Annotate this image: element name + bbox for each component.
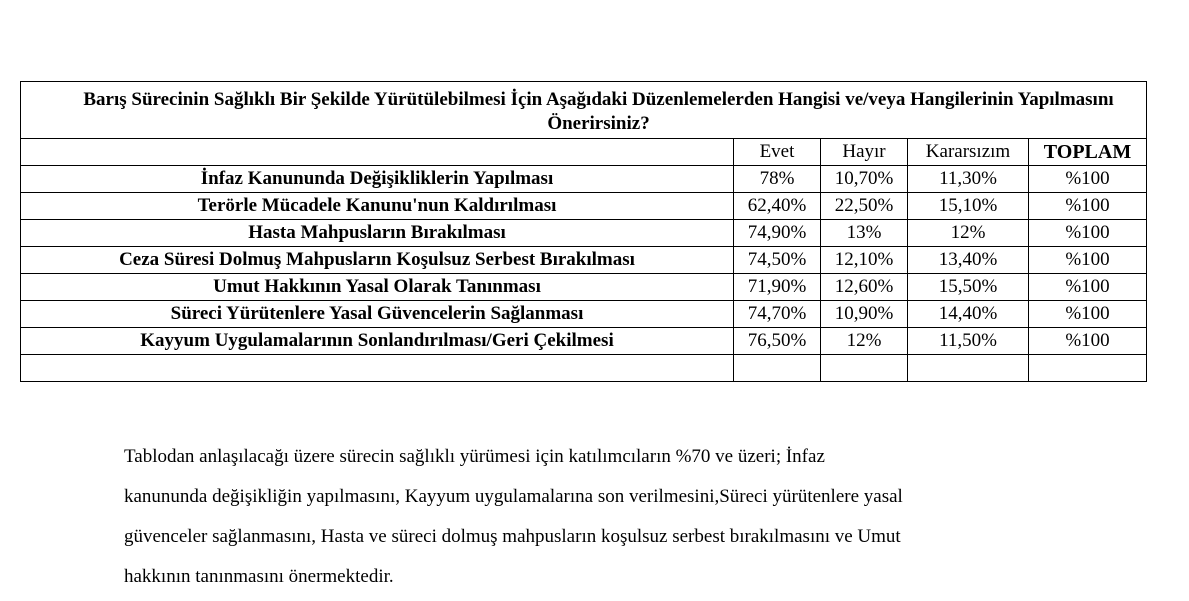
cell-kararsiz: 15,10% — [908, 193, 1029, 220]
cell-evet: 74,50% — [734, 247, 821, 274]
cell-toplam: %100 — [1029, 274, 1147, 301]
table-row — [21, 166, 1147, 193]
empty-cell — [821, 355, 908, 382]
table-header-row — [21, 139, 1147, 166]
cell-hayir: 10,90% — [821, 301, 908, 328]
table-empty-row — [21, 355, 1147, 382]
table-row — [21, 328, 1147, 355]
cell-hayir: 12% — [821, 328, 908, 355]
row-label: Terörle Mücadele Kanunu'nun Kaldırılması — [21, 193, 734, 220]
cell-kararsiz: 15,50% — [908, 274, 1029, 301]
row-label: İnfaz Kanununda Değişikliklerin Yapılması — [21, 166, 734, 193]
empty-cell — [1029, 355, 1147, 382]
cell-hayir: 12,60% — [821, 274, 908, 301]
empty-cell — [908, 355, 1029, 382]
cell-kararsiz: 11,50% — [908, 328, 1029, 355]
row-label: Kayyum Uygulamalarının Sonlandırılması/Geri Çekilmesi — [21, 328, 734, 355]
paragraph-line: güvenceler sağlanmasını, Hasta ve süreci dolmuş mahpusların koşulsuz serbest bırakılmasını ve Umut — [124, 526, 901, 547]
cell-hayir: 12,10% — [821, 247, 908, 274]
cell-kararsiz: 13,40% — [908, 247, 1029, 274]
summary-paragraph — [124, 437, 1084, 597]
cell-hayir: 13% — [821, 220, 908, 247]
cell-evet: 62,40% — [734, 193, 821, 220]
header-kararsizim: Kararsızım — [908, 139, 1029, 166]
header-hayir: Hayır — [821, 139, 908, 166]
cell-toplam: %100 — [1029, 220, 1147, 247]
header-toplam: TOPLAM — [1029, 139, 1147, 166]
cell-kararsiz: 11,30% — [908, 166, 1029, 193]
cell-evet: 78% — [734, 166, 821, 193]
table-row — [21, 274, 1147, 301]
cell-evet: 74,90% — [734, 220, 821, 247]
table-row — [21, 193, 1147, 220]
header-empty-cell — [21, 139, 734, 166]
table-title: Barış Sürecinin Sağlıklı Bir Şekilde Yürütülebilmesi İçin Aşağıdaki Düzenlemelerden Hangisi ve/veya Hangilerinin Yapılmasını Önerirsiniz? — [21, 82, 1147, 139]
cell-toplam: %100 — [1029, 247, 1147, 274]
empty-cell — [21, 355, 734, 382]
cell-hayir: 10,70% — [821, 166, 908, 193]
cell-toplam: %100 — [1029, 166, 1147, 193]
cell-kararsiz: 14,40% — [908, 301, 1029, 328]
survey-table — [20, 81, 1147, 382]
table-row — [21, 220, 1147, 247]
paragraph-line: Tablodan anlaşılacağı üzere sürecin sağlıklı yürümesi için katılımcıların %70 ve üzeri; İnfaz — [124, 446, 825, 467]
cell-evet: 71,90% — [734, 274, 821, 301]
table-row — [21, 247, 1147, 274]
cell-toplam: %100 — [1029, 328, 1147, 355]
header-evet: Evet — [734, 139, 821, 166]
cell-evet: 74,70% — [734, 301, 821, 328]
cell-kararsiz: 12% — [908, 220, 1029, 247]
cell-toplam: %100 — [1029, 301, 1147, 328]
paragraph-line: hakkının tanınmasını önermektedir. — [124, 566, 394, 587]
row-label: Süreci Yürütenlere Yasal Güvencelerin Sağlanması — [21, 301, 734, 328]
paragraph-line: kanununda değişikliğin yapılmasını, Kayyum uygulamalarına son verilmesini,Süreci yürütenlere yasal — [124, 486, 903, 507]
table-row — [21, 301, 1147, 328]
row-label: Umut Hakkının Yasal Olarak Tanınması — [21, 274, 734, 301]
empty-cell — [734, 355, 821, 382]
cell-hayir: 22,50% — [821, 193, 908, 220]
cell-evet: 76,50% — [734, 328, 821, 355]
row-label: Ceza Süresi Dolmuş Mahpusların Koşulsuz Serbest Bırakılması — [21, 247, 734, 274]
cell-toplam: %100 — [1029, 193, 1147, 220]
table-title-row — [21, 82, 1147, 139]
row-label: Hasta Mahpusların Bırakılması — [21, 220, 734, 247]
